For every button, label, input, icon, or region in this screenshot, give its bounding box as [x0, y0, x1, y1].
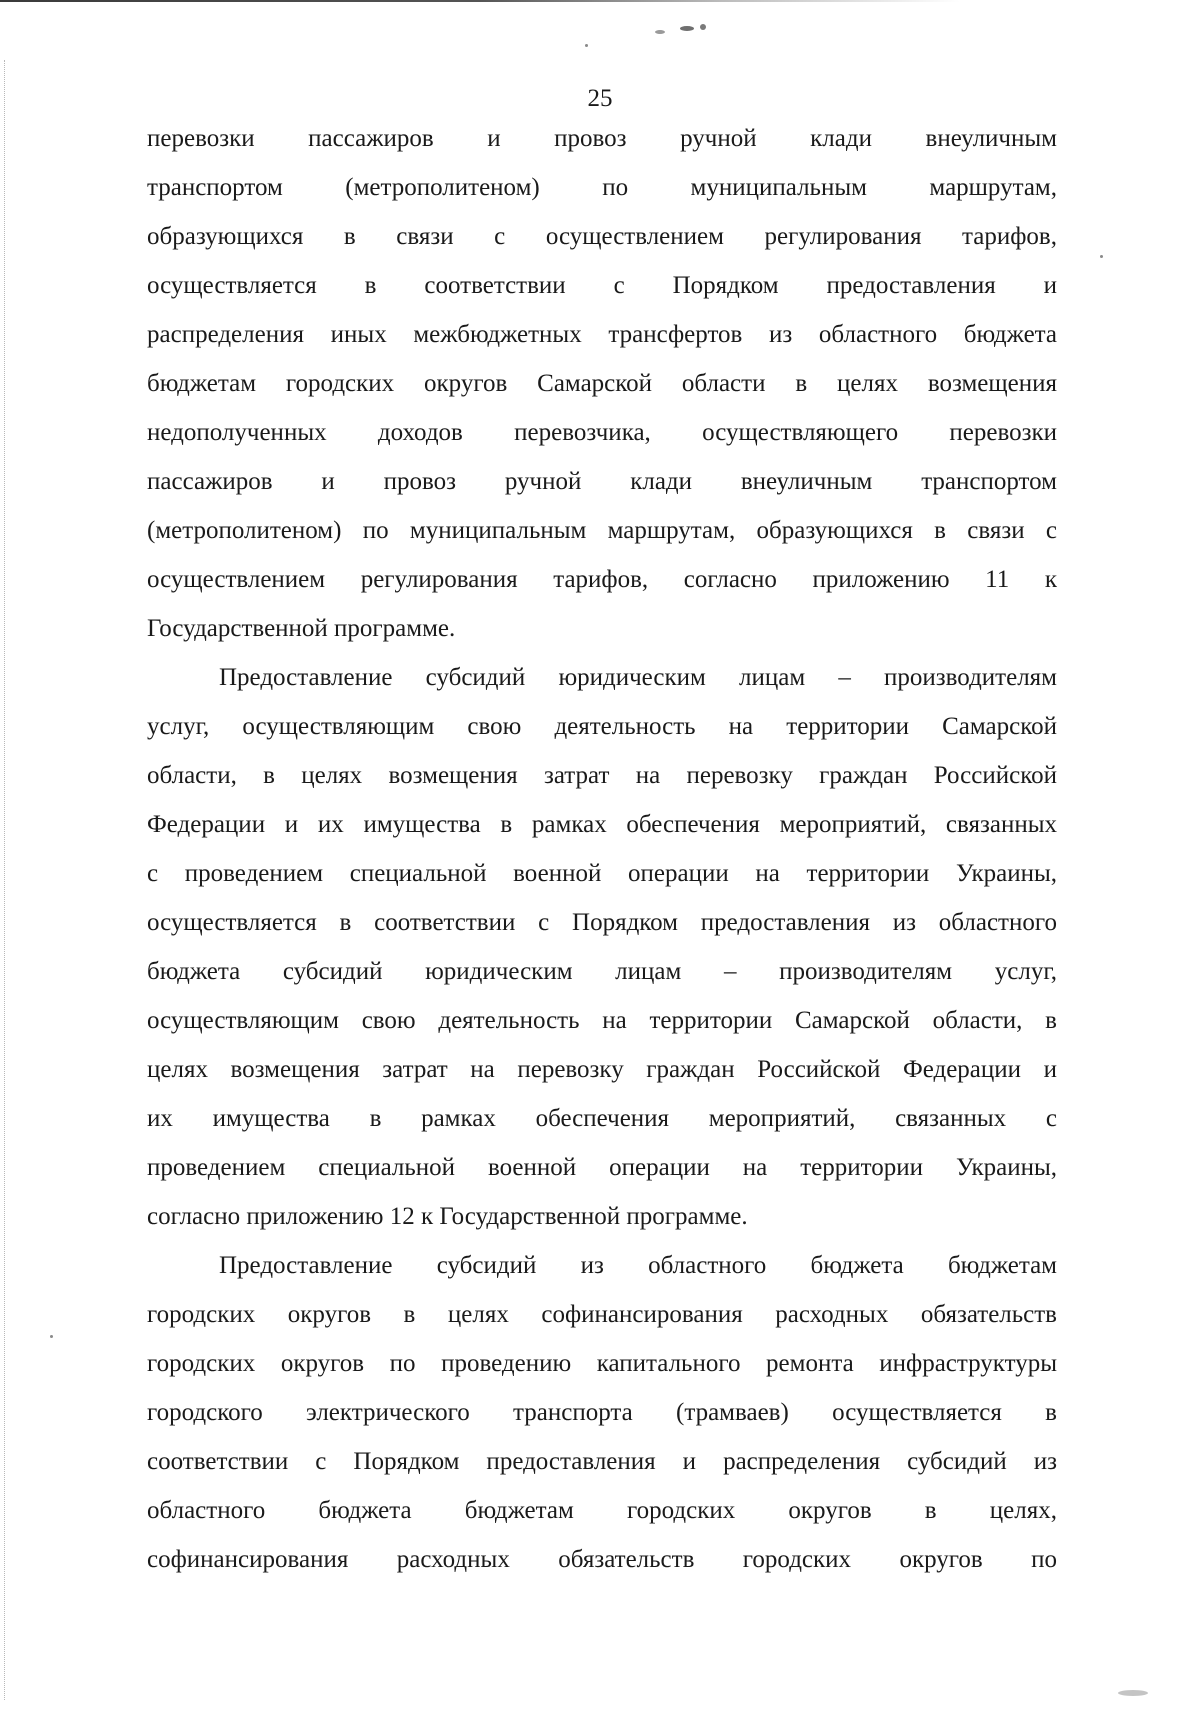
text-line: (метрополитеном) по муниципальным маршрутам, образующихся в связи с — [147, 517, 1057, 544]
paragraph — [147, 653, 1057, 1241]
text-line: перевозки пассажиров и провоз ручной клади внеуличным — [147, 125, 1057, 152]
scan-speck — [50, 1335, 53, 1338]
text-line: осуществлением регулирования тарифов, согласно приложению 11 к — [147, 566, 1057, 593]
text-line: целях возмещения затрат на перевозку граждан Российской Федерации и — [147, 1056, 1057, 1083]
page-number: 25 — [587, 85, 613, 112]
text-line: проведением специальной военной операции на территории Украины, — [147, 1154, 1057, 1181]
scan-speck — [655, 30, 665, 34]
text-line: услуг, осуществляющим свою деятельность на территории Самарской — [147, 713, 1057, 740]
text-line: областного бюджета бюджетам городских округов в целях, — [147, 1497, 1057, 1524]
paragraph — [147, 1241, 1057, 1584]
text-line: области, в целях возмещения затрат на перевозку граждан Российской — [147, 762, 1057, 789]
paragraph — [147, 114, 1057, 653]
text-line: софинансирования расходных обязательств городских округов по — [147, 1546, 1057, 1573]
text-line: городских округов в целях софинансирования расходных обязательств — [147, 1301, 1057, 1328]
text-line: бюджета субсидий юридическим лицам – производителям услуг, — [147, 958, 1057, 985]
text-line: пассажиров и провоз ручной клади внеуличным транспортом — [147, 468, 1057, 495]
scan-speck — [1118, 1690, 1148, 1696]
scan-top-border — [0, 0, 1200, 2]
text-line: Федерации и их имущества в рамках обеспечения мероприятий, связанных — [147, 811, 1057, 838]
scan-speck — [700, 24, 706, 30]
text-line: с проведением специальной военной операции на территории Украины, — [147, 860, 1057, 887]
text-line: городского электрического транспорта (трамваев) осуществляется в — [147, 1399, 1057, 1426]
scan-left-edge — [4, 60, 6, 1700]
text-line: образующихся в связи с осуществлением регулирования тарифов, — [147, 223, 1057, 250]
text-line: распределения иных межбюджетных трансфертов из областного бюджета — [147, 321, 1057, 348]
text-line: Предоставление субсидий юридическим лицам – производителям — [219, 664, 1057, 691]
scan-speck — [1100, 255, 1103, 258]
text-line: согласно приложению 12 к Государственной программе. — [147, 1203, 748, 1230]
scan-speck — [680, 26, 694, 31]
text-line: бюджетам городских округов Самарской области в целях возмещения — [147, 370, 1057, 397]
text-line: их имущества в рамках обеспечения мероприятий, связанных с — [147, 1105, 1057, 1132]
text-line: Предоставление субсидий из областного бюджета бюджетам — [219, 1252, 1057, 1279]
scan-speck — [585, 44, 588, 47]
text-line: соответствии с Порядком предоставления и распределения субсидий из — [147, 1448, 1057, 1475]
document-body — [147, 114, 1057, 1584]
text-line: недополученных доходов перевозчика, осуществляющего перевозки — [147, 419, 1057, 446]
text-line: осуществляется в соответствии с Порядком предоставления и — [147, 272, 1057, 299]
text-line: транспортом (метрополитеном) по муниципальным маршрутам, — [147, 174, 1057, 201]
text-line: городских округов по проведению капитального ремонта инфраструктуры — [147, 1350, 1057, 1377]
text-line: осуществляется в соответствии с Порядком предоставления из областного — [147, 909, 1057, 936]
text-line: осуществляющим свою деятельность на территории Самарской области, в — [147, 1007, 1057, 1034]
text-line: Государственной программе. — [147, 615, 456, 642]
